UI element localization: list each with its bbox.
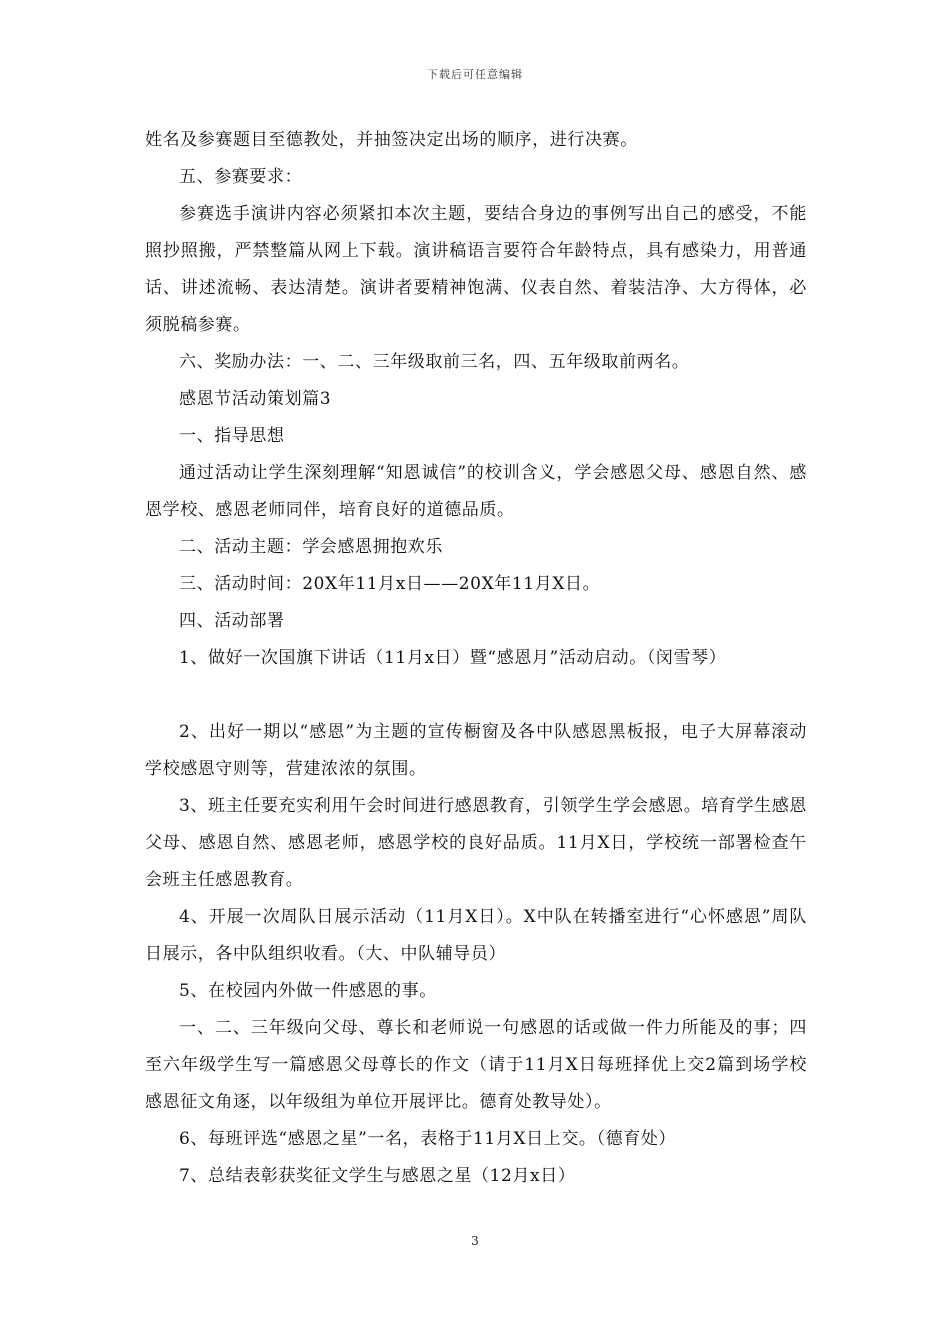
list-item-6: 6、每班评选“感恩之星”一名，表格于11月X日上交。（德育处） bbox=[179, 1129, 677, 1149]
paragraph-requirements: 参赛选手演讲内容必须紧扣本次主题，要结合身边的事例写出自己的感受，不能照抄照搬，严禁整篇从网上下载。演讲稿语言要符合年龄特点，具有感染力，用普通话、讲述流畅、表达清楚。演讲者要精神饱满、仪表自然、着装洁净、大方得体，必须脱稿参赛。 bbox=[145, 204, 807, 335]
list-item-4: 4、开展一次周队日展示活动（11月X日）。X中队在转播室进行“心怀感恩”周队日展示，各中队组织收看。（大、中队辅导员） bbox=[145, 907, 807, 964]
paragraph-guiding-thought: 通过活动让学生深刻理解“知恩诚信”的校训含义，学会感恩父母、感恩自然、感恩学校、感恩老师同伴，培育良好的道德品质。 bbox=[145, 463, 807, 520]
page-header: 下载后可任意编辑 bbox=[427, 68, 523, 81]
section-heading-guiding-thought: 一、指导思想 bbox=[179, 426, 285, 446]
list-item-5: 5、在校园内外做一件感恩的事。 bbox=[179, 981, 437, 1001]
list-item-1: 1、做好一次国旗下讲话（11月x日）暨“感恩月”活动启动。（闵雪琴） bbox=[179, 648, 727, 668]
document-body bbox=[145, 122, 807, 1195]
list-item-5-detail: 一、二、三年级向父母、尊长和老师说一句感恩的话或做一件力所能及的事；四至六年级学生写一篇感恩父母尊长的作文（请于11月X日每班择优上交2篇到场学校感恩征文角逐，以年级组为单位开展评比。德育处教导处）。 bbox=[145, 1018, 807, 1112]
paragraph-continuation: 姓名及参赛题目至德教处，并抽签决定出场的顺序，进行决赛。 bbox=[145, 130, 638, 150]
section-heading-theme: 二、活动主题：学会感恩拥抱欢乐 bbox=[179, 537, 443, 557]
article-title: 感恩节活动策划篇3 bbox=[179, 389, 332, 409]
blank-line bbox=[145, 677, 807, 714]
section-heading-time: 三、活动时间：20X年11月x日——20X年11月X日。 bbox=[179, 574, 601, 594]
section-heading-requirements: 五、参赛要求： bbox=[179, 167, 303, 187]
list-item-7: 7、总结表彰获奖征文学生与感恩之星（12月x日） bbox=[179, 1166, 576, 1186]
section-heading-rewards: 六、奖励办法：一、二、三年级取前三名，四、五年级取前两名。 bbox=[179, 352, 690, 372]
section-heading-deployment: 四、活动部署 bbox=[179, 611, 285, 631]
list-item-3: 3、班主任要充实利用午会时间进行感恩教育，引领学生学会感恩。培育学生感恩父母、感恩自然、感恩老师，感恩学校的良好品质。11月X日，学校统一部署检查午会班主任感恩教育。 bbox=[145, 796, 807, 890]
page-number: 3 bbox=[471, 1234, 479, 1248]
list-item-2: 2、出好一期以“感恩”为主题的宣传橱窗及各中队感恩黑板报，电子大屏幕滚动学校感恩守则等，营建浓浓的氛围。 bbox=[145, 722, 807, 779]
